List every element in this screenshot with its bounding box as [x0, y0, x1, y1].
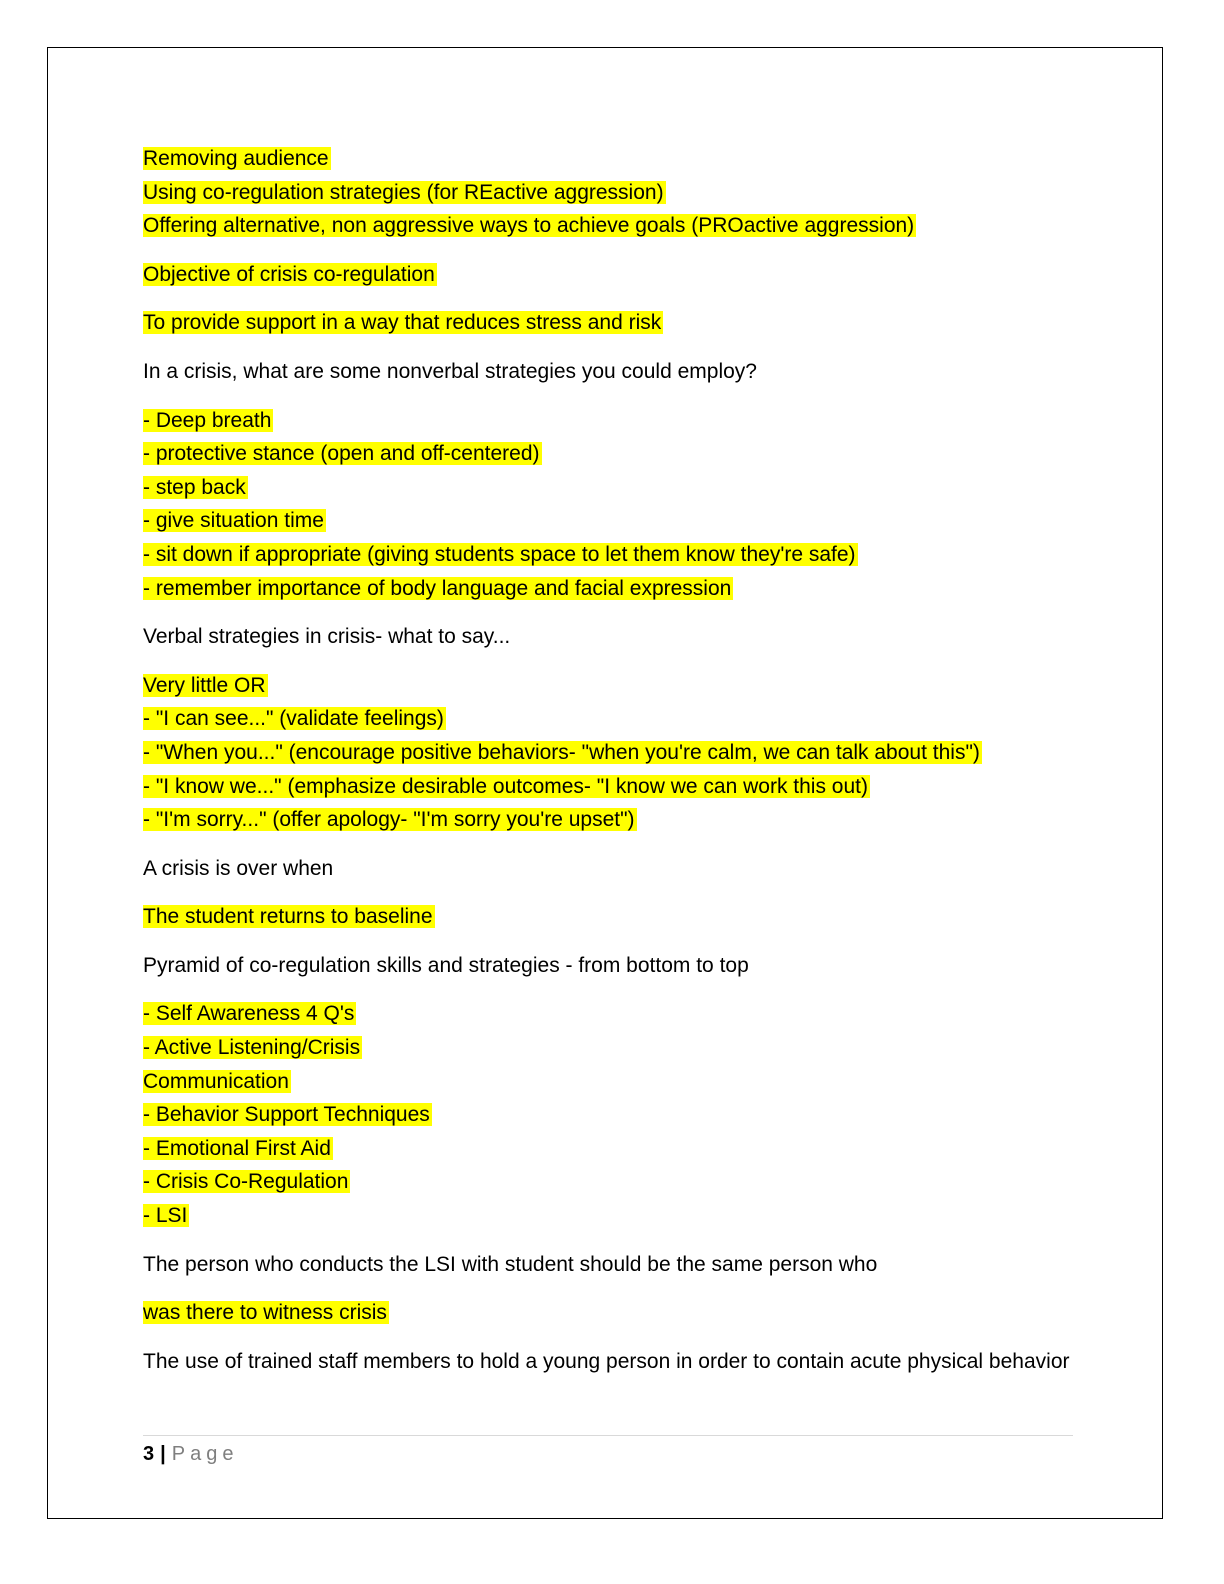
- answer-list-nonverbal: [143, 404, 1073, 606]
- highlighted-term-objective: [143, 258, 1073, 292]
- page-footer: [143, 1441, 238, 1467]
- highlighted-line: Using co-regulation strategies (for REactive aggression): [143, 180, 664, 204]
- list-item: - "I'm sorry..." (offer apology- "I'm sorry you're upset"): [143, 808, 635, 832]
- highlighted-line: To provide support in a way that reduces stress and risk: [143, 311, 662, 335]
- answer-lsi: [143, 1296, 1073, 1330]
- footer-divider: [143, 1435, 1073, 1436]
- highlighted-line: Objective of crisis co-regulation: [143, 262, 435, 286]
- list-item: - protective stance (open and off-centered): [143, 442, 540, 466]
- list-item: - Deep breath: [143, 408, 272, 432]
- list-item: - "I know we..." (emphasize desirable outcomes- "I know we can work this out): [143, 774, 868, 798]
- answer-block-removing-audience: [143, 142, 1073, 243]
- answer-list-verbal: [143, 669, 1073, 837]
- answer-crisis-over: [143, 900, 1073, 934]
- question-line: In a crisis, what are some nonverbal strategies you could employ?: [143, 359, 757, 383]
- question-restraint: The use of trained staff members to hold a young person in order to contain acute physical behavior: [143, 1349, 1070, 1373]
- question-verbal: [143, 620, 1073, 654]
- page-label: Page: [171, 1443, 239, 1465]
- list-item: Very little OR: [143, 673, 266, 697]
- list-item: - "When you..." (encourage positive behaviors- "when you're calm, we can talk about this"): [143, 740, 980, 764]
- list-item: - step back: [143, 475, 246, 499]
- highlighted-line: The student returns to baseline: [143, 905, 433, 929]
- answer-objective: [143, 306, 1073, 340]
- list-item: - Crisis Co-Regulation: [143, 1170, 349, 1194]
- list-item: - sit down if appropriate (giving students space to let them know they're safe): [143, 542, 856, 566]
- list-item: - Active Listening/Crisis: [143, 1036, 361, 1060]
- answer-list-pyramid: [143, 997, 1073, 1232]
- list-item: - give situation time: [143, 509, 324, 533]
- question-nonverbal: [143, 355, 1073, 389]
- list-item: - LSI: [143, 1204, 188, 1228]
- list-item: - "I can see..." (validate feelings): [143, 707, 444, 731]
- highlighted-line: Offering alternative, non aggressive ways to achieve goals (PROactive aggression): [143, 214, 915, 238]
- question-line: The person who conducts the LSI with student should be the same person who: [143, 1252, 878, 1276]
- list-item: - Self Awareness 4 Q's: [143, 1002, 355, 1026]
- list-item: - Behavior Support Techniques: [143, 1103, 430, 1127]
- highlighted-line: was there to witness crisis: [143, 1301, 387, 1325]
- question-line: Pyramid of co-regulation skills and strategies - from bottom to top: [143, 953, 749, 977]
- list-item: Communication: [143, 1069, 289, 1093]
- document-body: [143, 142, 1073, 1393]
- page-number: 3: [143, 1443, 155, 1465]
- question-line: Verbal strategies in crisis- what to say...: [143, 625, 511, 649]
- highlighted-line: Removing audience: [143, 147, 329, 170]
- question-lsi: [143, 1248, 1073, 1282]
- question-crisis-over: [143, 852, 1073, 886]
- question-pyramid: [143, 949, 1073, 983]
- question-line: A crisis is over when: [143, 856, 334, 880]
- list-item: - Emotional First Aid: [143, 1136, 331, 1160]
- footer-separator: |: [160, 1443, 166, 1465]
- list-item: - remember importance of body language and facial expression: [143, 576, 732, 600]
